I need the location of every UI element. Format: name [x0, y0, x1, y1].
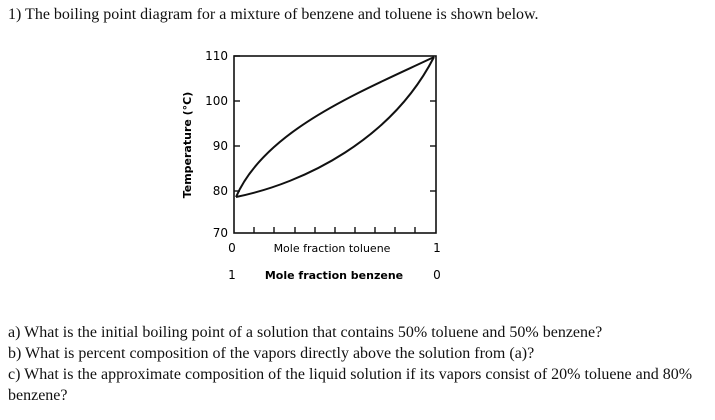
x-ticks [254, 227, 415, 233]
liquid-curve [236, 57, 434, 197]
y-axis-label: Temperature (°C) [181, 91, 194, 199]
x-bottom-right-label: 0 [433, 268, 441, 282]
vapor-curve [236, 57, 434, 197]
y-tick-label-100: 100 [205, 94, 228, 108]
question-a: a) What is the initial boiling point of a solution that contains 50% toluene and 50% benzene? [8, 324, 603, 341]
question-b: b) What is percent composition of the vapors directly above the solution from (a)? [8, 345, 535, 362]
x-top-right-label: 1 [433, 241, 441, 255]
question-heading: 1) The boiling point diagram for a mixture of benzene and toluene is shown below. [8, 6, 539, 23]
y-tick-label-80: 80 [212, 184, 228, 198]
question-c: c) What is the approximate composition of the liquid solution if its vapors consist of 20% toluene and 80% benzene? [8, 366, 693, 404]
x-bottom-left-label: 1 [228, 268, 236, 282]
x-bottom-axis-label: Mole fraction benzene [264, 269, 404, 282]
y-tick-label-110: 110 [205, 49, 228, 63]
x-top-axis-label: Mole fraction toluene [273, 242, 391, 255]
x-top-left-label: 0 [228, 241, 236, 255]
plot-frame [234, 56, 436, 233]
y-tick-label-90: 90 [212, 139, 228, 153]
y-tick-label-70: 70 [212, 226, 228, 240]
